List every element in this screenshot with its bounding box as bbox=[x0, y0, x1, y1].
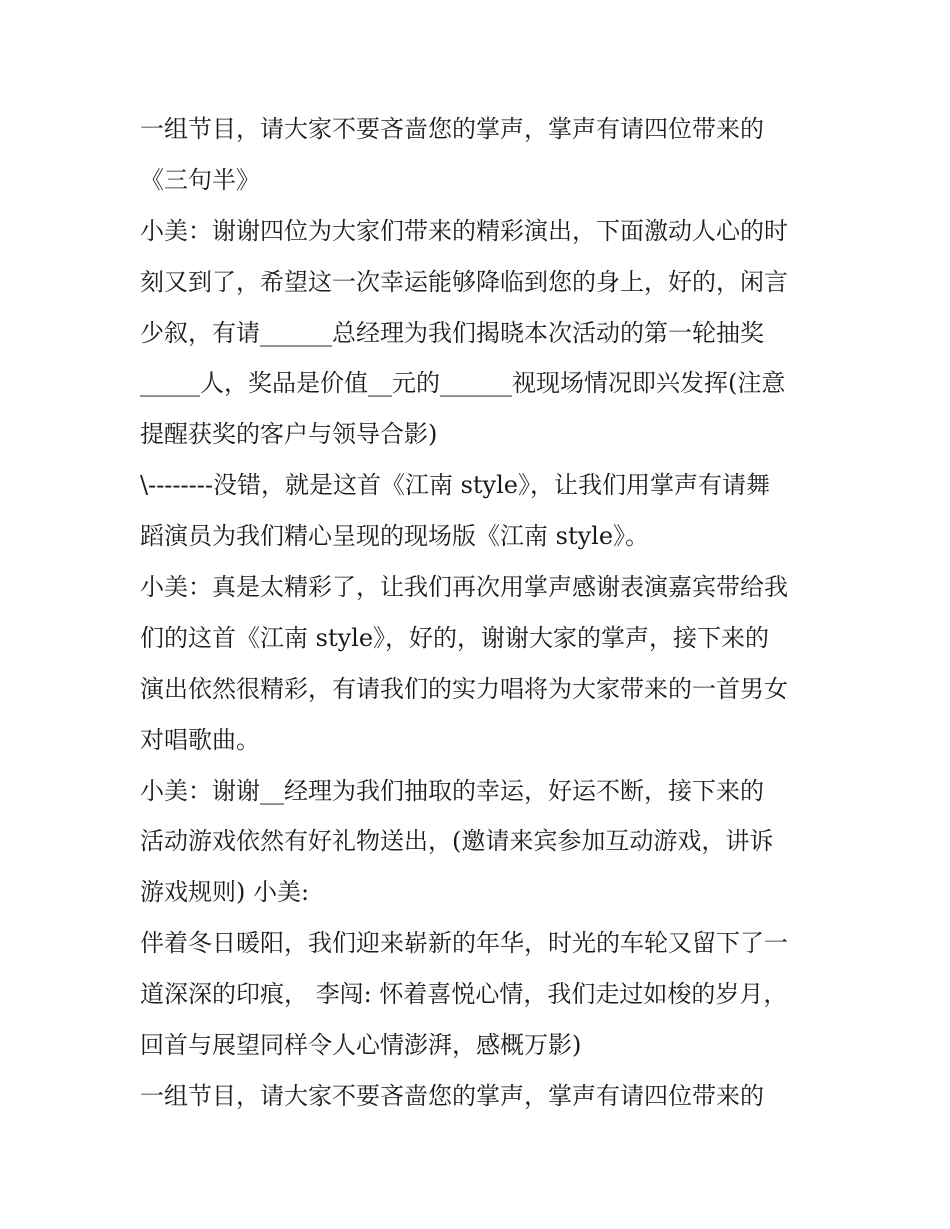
text-line: 蹈演员为我们精心呈现的现场版《江南 style》。 bbox=[140, 522, 650, 551]
text-line: 小美：谢谢__经理为我们抽取的幸运，好运不断，接下来的 bbox=[140, 776, 764, 805]
text-line: 提醒获奖的客户与领导合影) bbox=[140, 420, 438, 449]
document-body bbox=[140, 104, 820, 1122]
text-line: 一组节目，请大家不要吝啬您的掌声，掌声有请四位带来的 bbox=[140, 1081, 764, 1110]
text-line: _____人，奖品是价值__元的______视现场情况即兴发挥(注意 bbox=[140, 369, 786, 398]
text-line: 演出依然很精彩，有请我们的实力唱将为大家带来的一首男女 bbox=[140, 674, 788, 703]
text-line: 游戏规则) 小美: bbox=[140, 878, 310, 907]
text-line: 小美：谢谢四位为大家们带来的精彩演出，下面激动人心的时 bbox=[140, 216, 788, 245]
text-line: 活动游戏依然有好礼物送出，(邀请来宾参加互动游戏，讲诉 bbox=[140, 827, 774, 856]
text-line: 小美：真是太精彩了，让我们再次用掌声感谢表演嘉宾带给我 bbox=[140, 573, 788, 602]
text-line: 《三句半》 bbox=[140, 165, 260, 194]
text-line: 刻又到了，希望这一次幸运能够降临到您的身上，好的，闲言 bbox=[140, 267, 788, 296]
text-line: 道深深的印痕， 李闯: 怀着喜悦心情，我们走过如梭的岁月， bbox=[140, 980, 788, 1009]
text-line: 回首与展望同样令人心情澎湃，感概万影) bbox=[140, 1031, 582, 1060]
text-line: 一组节目，请大家不要吝啬您的掌声，掌声有请四位带来的 bbox=[140, 115, 764, 143]
text-line: 对唱歌曲。 bbox=[140, 725, 260, 754]
text-line: \--------没错，就是这首《江南 style》，让我们用掌声有请舞 bbox=[140, 471, 770, 500]
text-line: 们的这首《江南 style》，好的，谢谢大家的掌声，接下来的 bbox=[140, 623, 770, 652]
text-line: 少叙，有请______总经理为我们揭晓本次活动的第一轮抽奖 bbox=[140, 318, 764, 347]
text-line: 伴着冬日暖阳，我们迎来崭新的年华，时光的车轮又留下了一 bbox=[140, 929, 788, 958]
